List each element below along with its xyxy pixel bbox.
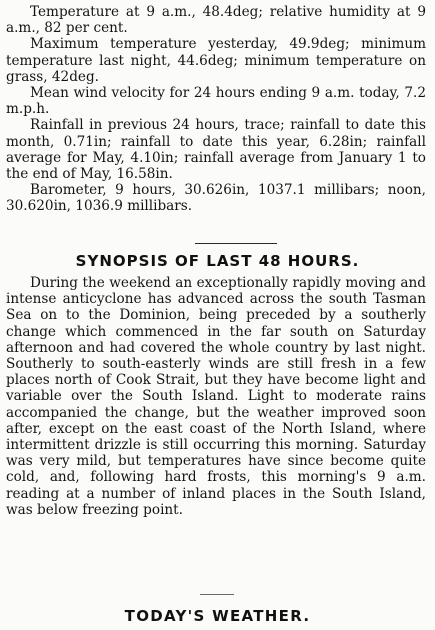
synopsis-paragraph: During the weekend an exceptionally rapidly moving and intense anticyclone has advanced across the south Tasman Sea on to the Dominion, being preceded by a southerly change which commenced in the far south on Saturday afternoon and had covered the whole country by last night. Southerly to south-easterly winds are still fresh in a few places north of Cook Strait, but they have become light and variable over the South Island. Light to moderate rains accompanied the change, but the weather improved soon after, except on the east coast of the North Island, where intermittent drizzle is still occurring this morning. Saturday was very mild, but temperatures have since become quite cold, and, following hard frosts, this morning's 9 a.m. reading at a number of inland places in the South Island, was below freezing point. — [6, 275, 426, 518]
observation-rainfall: Rainfall in previous 24 hours, trace; rainfall to date this month, 0.71in; rainfall to date this year, 6.28in; rainfall average for May, 4.10in; rainfall average from January 1 to the end of May, 16.58in. — [6, 117, 426, 183]
observation-max-min-temperature: Maximum temperature yesterday, 49.9deg; minimum temperature last night, 44.6deg; minimum temperature on grass, 42deg. — [6, 36, 426, 85]
section-divider — [195, 243, 277, 244]
section-divider-short — [200, 594, 234, 595]
synopsis-heading: SYNOPSIS OF LAST 48 HOURS. — [75, 252, 360, 270]
todays-weather-heading: TODAY'S WEATHER. — [124, 607, 311, 625]
observation-temperature: Temperature at 9 a.m., 48.4deg; relative humidity at 9 a.m., 82 per cent. — [6, 4, 426, 37]
observations-block — [6, 4, 426, 215]
synopsis-body — [6, 275, 426, 518]
observation-barometer: Barometer, 9 hours, 30.626in, 1037.1 millibars; noon, 30.620in, 1036.9 millibars. — [6, 182, 426, 215]
observation-wind-velocity: Mean wind velocity for 24 hours ending 9 a.m. today, 7.2 m.p.h. — [6, 85, 426, 118]
